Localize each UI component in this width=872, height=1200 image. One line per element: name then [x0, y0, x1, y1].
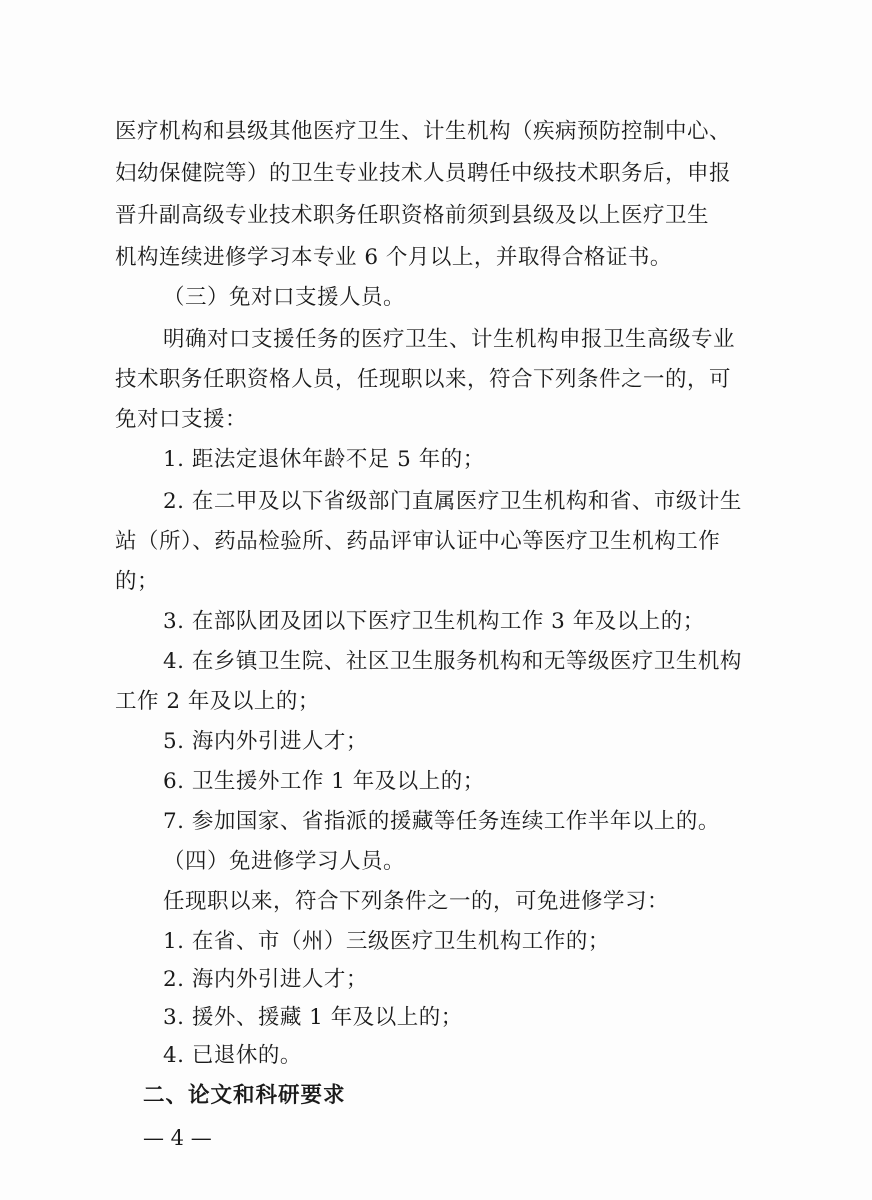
list-item: 4. 在乡镇卫生院、社区卫生服务机构和无等级医疗卫生机构 [163, 649, 742, 674]
list-item: 2. 在二甲及以下省级部门直属医疗卫生机构和省、市级计生 [163, 489, 742, 514]
list-item: 4. 已退休的。 [163, 1043, 302, 1068]
list-item: 1. 在省、市（州）三级医疗卫生机构工作的； [163, 929, 610, 954]
list-item: 5. 海内外引进人才； [163, 729, 368, 754]
paragraph-line: 医疗机构和县级其他医疗卫生、计生机构（疾病预防控制中心、 [115, 119, 732, 144]
list-item-continuation: 的； [115, 569, 160, 594]
paragraph-line: 明确对口支援任务的医疗卫生、计生机构申报卫生高级专业 [163, 327, 736, 352]
list-item: 3. 援外、援藏 1 年及以上的； [163, 1005, 463, 1030]
list-item-continuation: 工作 2 年及以上的； [115, 689, 320, 714]
paragraph-line: 任现职以来，符合下列条件之一的，可免进修学习： [163, 889, 670, 914]
list-item: 6. 卫生援外工作 1 年及以上的； [163, 769, 485, 794]
list-item: 1. 距法定退休年龄不足 5 年的； [163, 447, 485, 472]
section-heading-4: （四）免进修学习人员。 [163, 849, 406, 874]
paragraph-line: 妇幼保健院等）的卫生专业技术人员聘任中级技术职务后，申报 [115, 161, 732, 186]
section-heading-2: 二、论文和科研要求 [143, 1083, 346, 1108]
paragraph-line: 晋升副高级专业技术职务任职资格前须到县级及以上医疗卫生 [115, 203, 710, 228]
section-heading-3: （三）免对口支援人员。 [163, 285, 406, 310]
paragraph-line: 机构连续进修学习本专业 6 个月以上，并取得合格证书。 [115, 245, 672, 270]
list-item: 3. 在部队团及团以下医疗卫生机构工作 3 年及以上的； [163, 609, 705, 634]
paragraph-line: 免对口支援： [115, 407, 248, 432]
list-item: 7. 参加国家、省指派的援藏等任务连续工作半年以上的。 [163, 809, 720, 834]
list-item-continuation: 站（所）、药品检验所、药品评审认证中心等医疗卫生机构工作 [115, 529, 721, 554]
list-item: 2. 海内外引进人才； [163, 967, 368, 992]
page-number: — 4 — [143, 1126, 212, 1150]
paragraph-line: 技术职务任职资格人员，任现职以来，符合下列条件之一的，可 [115, 367, 732, 392]
